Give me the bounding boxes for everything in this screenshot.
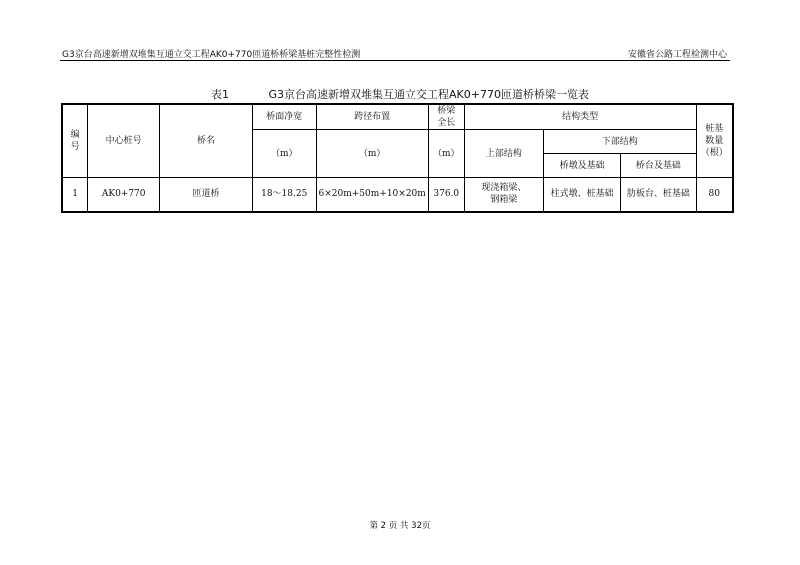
header-cell-span: 跨径布置 bbox=[316, 104, 428, 130]
header-cell-pile-count: 桩基 数量 （根） bbox=[696, 104, 733, 178]
header-cell-unit-width: （m） bbox=[252, 130, 316, 178]
row-deck-width: 18～18.25 bbox=[252, 178, 316, 212]
bridge-summary-table bbox=[61, 103, 734, 213]
row-span: 6×20m+50m+10×20m bbox=[316, 178, 428, 212]
row-bridge-name: 匝道桥 bbox=[160, 178, 253, 212]
header-cell-unit-span: （m） bbox=[316, 130, 428, 178]
header-cell-abutment-foundation: 桥台及基础 bbox=[621, 154, 696, 178]
table-row bbox=[62, 178, 733, 212]
table-caption-number: 表1 bbox=[211, 88, 229, 101]
row-pier-foundation: 柱式墩、桩基础 bbox=[543, 178, 620, 212]
header-cell-substructure: 下部结构 bbox=[543, 130, 696, 154]
header-cell-unit-length: （m） bbox=[428, 130, 464, 178]
table-caption-title: G3京台高速新增双堆集互通立交工程AK0+770匝道桥桥梁一览表 bbox=[268, 88, 589, 101]
row-no: 1 bbox=[62, 178, 88, 212]
header-cell-bridge-name: 桥名 bbox=[160, 104, 253, 178]
header-cell-no: 编 号 bbox=[62, 104, 88, 178]
row-superstructure: 现浇箱梁、 钢箱梁 bbox=[464, 178, 543, 212]
header-divider bbox=[60, 60, 730, 61]
page-footer-number: 第 2 页 共 32页 bbox=[369, 521, 431, 531]
page-header-left-title: G3京台高速新增双堆集互通立交工程AK0+770匝道桥桥梁基桩完整性检测 bbox=[62, 50, 361, 60]
header-cell-center-stake: 中心桩号 bbox=[88, 104, 160, 178]
row-center-stake: AK0+770 bbox=[88, 178, 160, 212]
header-cell-superstructure: 上部结构 bbox=[464, 130, 543, 178]
header-cell-deck-width: 桥面净宽 bbox=[252, 104, 316, 130]
table-caption bbox=[0, 86, 800, 102]
page-header-organization: 安徽省公路工程检测中心 bbox=[627, 50, 727, 60]
header-cell-structure-type: 结构类型 bbox=[464, 104, 696, 130]
header-cell-length: 桥梁 全长 bbox=[428, 104, 464, 130]
header-cell-pier-foundation: 桥墩及基础 bbox=[543, 154, 620, 178]
row-abutment-foundation: 肋板台、桩基础 bbox=[621, 178, 696, 212]
row-length: 376.0 bbox=[428, 178, 464, 212]
row-pile-count: 80 bbox=[696, 178, 733, 212]
